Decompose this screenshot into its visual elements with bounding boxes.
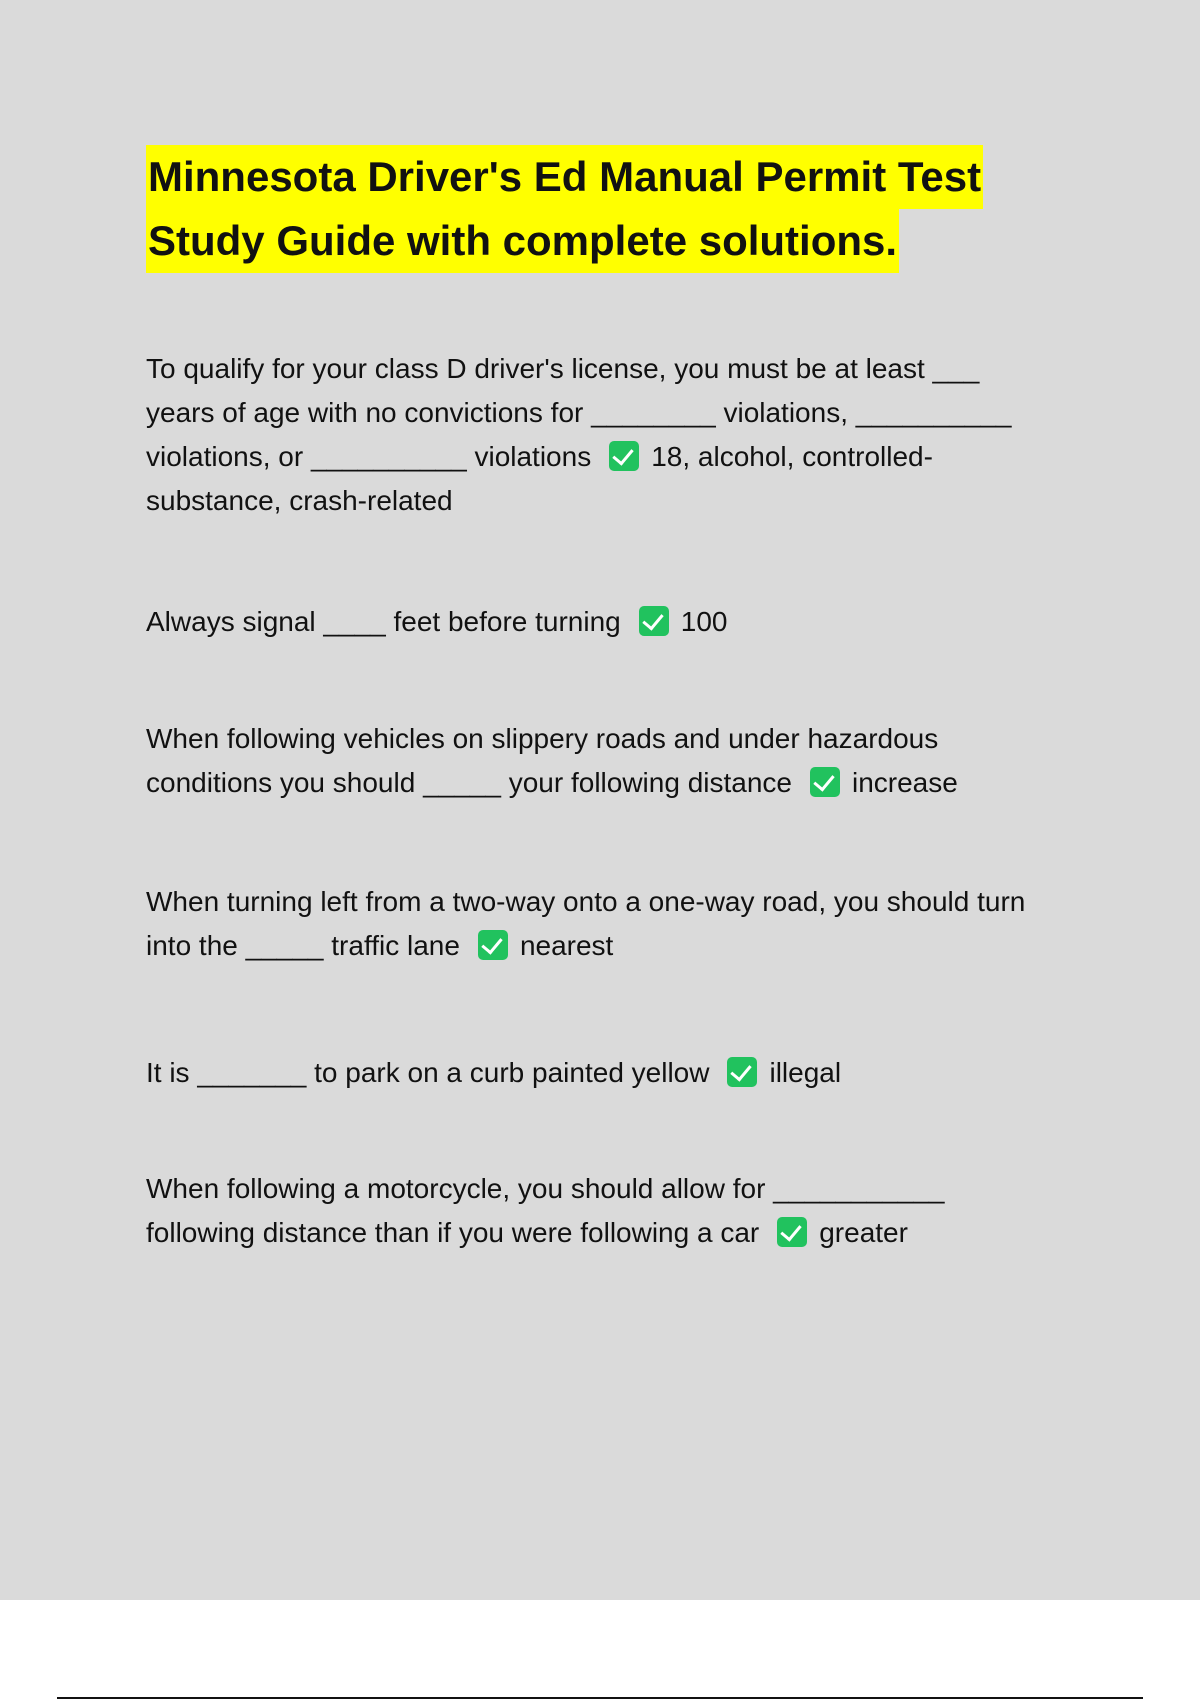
question-item	[146, 1167, 1046, 1255]
question-item	[146, 600, 1046, 644]
question-text: To qualify for your class D driver's license, you must be at least ___ years of age with no convictions for ________ violations, __________ violations, or __________ violations	[146, 353, 1020, 472]
question-item	[146, 347, 1046, 523]
document-title	[146, 145, 1046, 273]
answer-text: 100	[680, 606, 728, 637]
footer-divider	[57, 1697, 1143, 1699]
answer-text: illegal	[769, 1057, 842, 1088]
checkmark-icon	[810, 767, 840, 797]
answer-text: nearest	[519, 930, 614, 961]
title-line-1: Minnesota Driver's Ed Manual Permit Test	[146, 145, 983, 209]
question-item	[146, 1051, 1046, 1095]
answer-text: 18, alcohol, controlled-substance, crash-related	[146, 441, 933, 516]
question-text: It is _______ to park on a curb painted yellow	[146, 1057, 710, 1088]
answer-text: greater	[819, 1217, 908, 1248]
question-text: Always signal ____ feet before turning	[146, 606, 621, 637]
checkmark-icon	[609, 441, 639, 471]
question-item	[146, 880, 1046, 968]
checkmark-icon	[727, 1057, 757, 1087]
question-item	[146, 717, 1046, 805]
question-text: When turning left from a two-way onto a one-way road, you should turn into the _____ traffic lane	[146, 886, 1034, 961]
answer-text: increase	[851, 767, 958, 798]
checkmark-icon	[478, 930, 508, 960]
question-text: When following vehicles on slippery roads and under hazardous conditions you should _____ your following distance	[146, 723, 947, 798]
question-text: When following a motorcycle, you should allow for ___________ following distance than if you were following a car	[146, 1173, 953, 1248]
checkmark-icon	[777, 1217, 807, 1247]
checkmark-icon	[639, 606, 669, 636]
title-line-2: Study Guide with complete solutions.	[146, 209, 899, 273]
